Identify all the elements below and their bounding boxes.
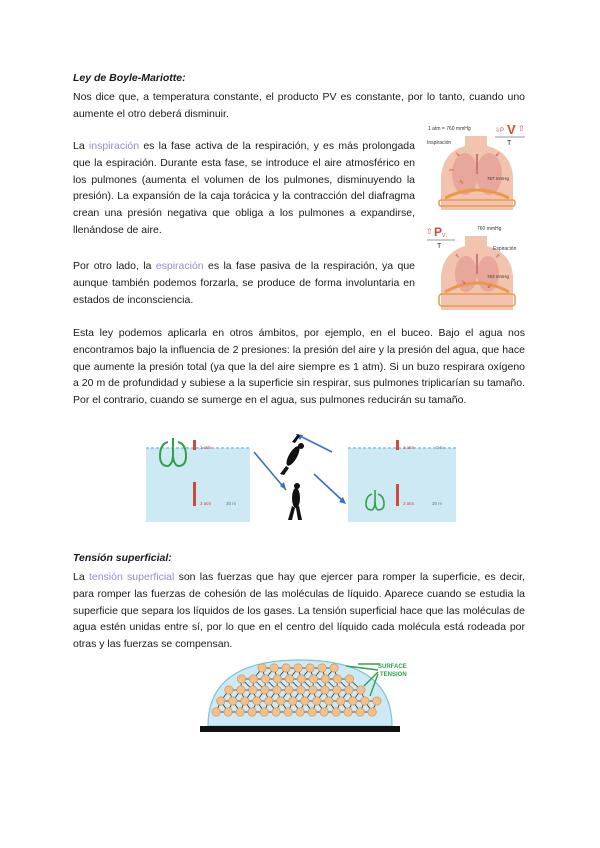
paragraph-tension [73, 569, 525, 653]
depth-label: 30 m [432, 501, 443, 506]
paragraph-inspiracion [73, 138, 415, 239]
p-label: P [434, 225, 443, 239]
t-label: T [507, 140, 512, 147]
phase-label: Inspiración [427, 140, 452, 146]
molecule [332, 708, 340, 716]
surface-tension-figure [196, 656, 422, 732]
molecule [356, 708, 364, 716]
t-label: T [437, 243, 442, 250]
term-inspiracion: inspiración [88, 140, 140, 152]
molecule [248, 708, 256, 716]
molecule [277, 697, 285, 705]
section-heading-tension: Tensión superficial: [73, 552, 172, 564]
phase-label: Espiración [493, 246, 517, 252]
pressure-bar-top [193, 440, 196, 450]
arrow-icon: ⇗ [495, 254, 501, 260]
molecule [325, 697, 333, 705]
molecule [301, 697, 309, 705]
molecule [313, 697, 321, 705]
pressure-label: 3 atm [200, 501, 212, 506]
molecule [253, 697, 261, 705]
text-segment: es la fase activa de la respiración, y es más prolongada que la espiración. Durante esta fase, se introduce el aire atmosférico en los pulmones (aumenta el volumen de los pulmones, disminuyendo la presión). La expansión de la caja torácica y la contracción del diafragma crean una presión negativa que obliga a los pulmones a expandirse, llenándose de aire. [73, 140, 415, 236]
molecule [261, 675, 269, 683]
term-espiracion: espiración [155, 260, 204, 272]
pressure-bar-top [396, 440, 399, 450]
text-segment: Por otro lado, la [73, 260, 156, 272]
p-sub-label: V↓ [442, 233, 448, 239]
molecule [321, 686, 329, 694]
molecule [333, 686, 341, 694]
base-surface [200, 726, 400, 732]
molecule [225, 686, 233, 694]
molecule [345, 675, 353, 683]
molecule [333, 675, 341, 683]
molecule [284, 708, 292, 716]
inner-pressure-label: 763 mmHg [487, 274, 510, 279]
depth-label: 30 m [226, 501, 237, 506]
atm-label: 760 mmHg [477, 226, 502, 232]
section-heading-boyle: Ley de Boyle-Mariotte: [73, 72, 186, 84]
text-segment: son las fuerzas que hay que ejercer para romper la superficie, es decir, para romper las fuerzas de cohesión de las moléculas de líquido. Aparece cuando se estudia la superficie que separa los líquidos de los gases. La tensión superficial hace que las moléculas de agua estén unidas entre sí, por lo que en el centro del líquido cada molécula está rodeada por otras y las fuerzas se compensan. [73, 571, 525, 651]
molecule [282, 664, 290, 672]
molecule [261, 686, 269, 694]
diving-figure [146, 434, 456, 522]
molecule [330, 664, 338, 672]
surface-label: SURFACE [378, 664, 407, 670]
molecule [306, 664, 314, 672]
pressure-label: 1 atm [200, 445, 212, 450]
tension-label: TENSION [380, 672, 407, 678]
water-left [146, 448, 250, 522]
molecule [296, 708, 304, 716]
molecule [237, 686, 245, 694]
molecule [249, 675, 257, 683]
arrow-icon: ⇦ [449, 168, 455, 174]
molecule [337, 697, 345, 705]
volume-up-arrow: ⇧ [518, 124, 525, 133]
text-segment: La [73, 571, 89, 583]
molecule [297, 686, 305, 694]
molecule [344, 708, 352, 716]
molecule [289, 697, 297, 705]
molecule [236, 708, 244, 716]
molecule [217, 697, 225, 705]
atm-label: 1 atm = 760 mmHg [428, 126, 471, 132]
molecule [309, 686, 317, 694]
pressure-bar-bottom [396, 484, 399, 506]
molecule [270, 664, 278, 672]
molecule [373, 697, 381, 705]
arrow-icon: ⇙ [487, 284, 493, 290]
molecule [368, 708, 376, 716]
arrow-icon: ⇖ [459, 180, 465, 186]
molecule [212, 708, 220, 716]
molecule [318, 664, 326, 672]
pressure-up-arrow: ⇧ [426, 227, 433, 236]
inspiration-figure [425, 122, 528, 210]
arrow-icon: ⇘ [461, 280, 467, 286]
molecule [309, 675, 317, 683]
depth-label: 0 m [436, 445, 444, 450]
paragraph-espiracion [73, 258, 415, 308]
molecule [272, 708, 280, 716]
pressure-label: 1 atm [403, 445, 415, 450]
molecule [249, 686, 257, 694]
pressure-label: 3 atm [403, 501, 415, 506]
molecule [258, 664, 266, 672]
molecule [345, 686, 353, 694]
arrow-icon: ⇖ [455, 254, 461, 260]
molecule [265, 697, 273, 705]
arrow-icon: ⇘ [455, 152, 461, 158]
expiration-figure [425, 222, 528, 310]
molecule [273, 675, 281, 683]
molecule [297, 675, 305, 683]
arrow-icon: ⇙ [495, 152, 501, 158]
molecule [260, 708, 268, 716]
molecule [237, 675, 245, 683]
molecule [349, 697, 357, 705]
paragraph-boyle-intro: Nos dice que, a temperatura constante, el producto PV es constante, por lo tanto, cuando uno aumente el otro deberá disminuir. [73, 91, 525, 120]
water-right [348, 448, 456, 522]
molecule [321, 675, 329, 683]
text-segment: es la fase pasiva de la respiración, ya que aunque también podemos forzarla, se produce de forma involuntaria en estados de inconsciencia. [73, 260, 415, 306]
molecule [285, 686, 293, 694]
text-segment: La [73, 140, 89, 152]
molecule [294, 664, 302, 672]
molecule [241, 697, 249, 705]
molecule [273, 686, 281, 694]
pressure-bar-bottom [193, 482, 196, 506]
molecule [361, 697, 369, 705]
inner-pressure-label: 757 mmHg [487, 176, 510, 181]
molecule [224, 708, 232, 716]
term-tension-superficial: tensión superficial [88, 571, 175, 583]
molecule [357, 686, 365, 694]
molecule [308, 708, 316, 716]
volume-label: V [507, 122, 516, 137]
molecule [285, 675, 293, 683]
molecule [229, 697, 237, 705]
molecule [320, 708, 328, 716]
paragraph-buceo: Esta ley podemos aplicarla en otros ámbitos, por ejemplo, en el buceo. Bajo el agua nos encontramos bajo la influencia de 2 presiones: la presión del aire y la presión del agua, que hace que aumente la presión total (ya que la del aire siempre es 1 atm). Si un buzo respirara oxígeno a 20 m de profundidad y subiese a la superficie sin respirar, sus pulmones triplicarían su tamaño. Por el contrario, cuando se sumerge en el agua, sus pulmones reducirán su tamaño. [73, 327, 525, 407]
pressure-down-arrow: ⇩P [495, 128, 505, 134]
